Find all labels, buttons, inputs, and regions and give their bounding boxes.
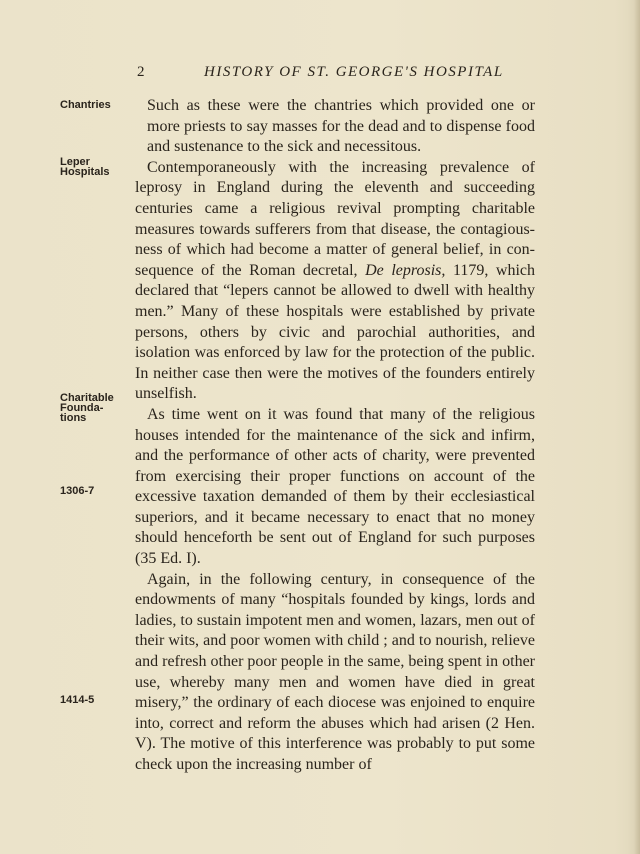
margin-note-charitable-foundations (60, 393, 114, 423)
body-text (135, 96, 535, 776)
margin-note-text: Founda- (60, 402, 104, 414)
margin-note-text: tions (60, 412, 87, 424)
margin-note-chantries (60, 100, 111, 110)
margin-note-text: Leper (60, 156, 90, 168)
margin-note-date-1414 (60, 695, 94, 705)
margin-note-leper-hospitals (60, 157, 110, 177)
margin-note-date-1306 (60, 486, 94, 496)
paragraph-leper-hospitals (135, 158, 535, 405)
page-edge-shadow (634, 0, 640, 854)
margin-note-text: 1414-5 (60, 694, 95, 706)
paragraph-text: Contemporaneously with the increasing prevalence of leprosy in England during the eleventh and succeeding centuries came a religious revival prompting charitable measures towards sufferers from that disease, the contagiousness of which had become a matter of general belief, in consequence of the Roman decretal, (135, 158, 535, 279)
decretal-title: De leprosis, (365, 261, 446, 279)
margin-note-text: 1306-7 (60, 485, 95, 497)
margin-note-text: Hospitals (60, 166, 110, 178)
running-title: HISTORY OF ST. GEORGE'S HOSPITAL (204, 64, 504, 80)
page-number: 2 (137, 64, 145, 80)
margin-note-text: Chantries (60, 99, 111, 111)
paragraph-hospital-reform: Again, in the following century, in consequence of the endowments of many “hospitals founded by kings, lords and ladies, to sustain impotent men and women, lazars, men out of their wits, and poor women with child ; and to nourish, relieve and refresh other poor people in the same, being spent in other use, whereby many men and women have died in great misery,” the ordinary of each diocese was enjoined to enquire into, correct and reform the abuses which had arisen (2 Hen. V). The motive of this interference was probably to put some check upon the increasing number of (135, 570, 535, 773)
page-header (0, 62, 640, 86)
paragraph-chantries: Such as these were the chantries which provided one or more priests to say masses for the dead and to dispense food and sustenance to the sick and necessitous. (147, 97, 535, 156)
paragraph-text: 1179, which declared that “lepers cannot be allowed to dwell with healthy men.” Many of these hospitals were established by private persons, others by civic and parochial authorities, and isolation was enforced by law for the protection of the public. In neither case then were the motives of the founders entirely unselfish. (135, 261, 536, 403)
paragraph-charitable-foundations: As time went on it was found that many of the religious houses intended for the maintenance of the sick and infirm, and the performance of other acts of charity, were prevented from exercising their proper functions on account of the excessive taxation demanded of them by their ecclesiastical superiors, and it became necessary to enact that no money should henceforth be sent out of England for such purposes (35 Ed. I). (135, 405, 535, 568)
margin-note-text: Charitable (60, 392, 114, 404)
